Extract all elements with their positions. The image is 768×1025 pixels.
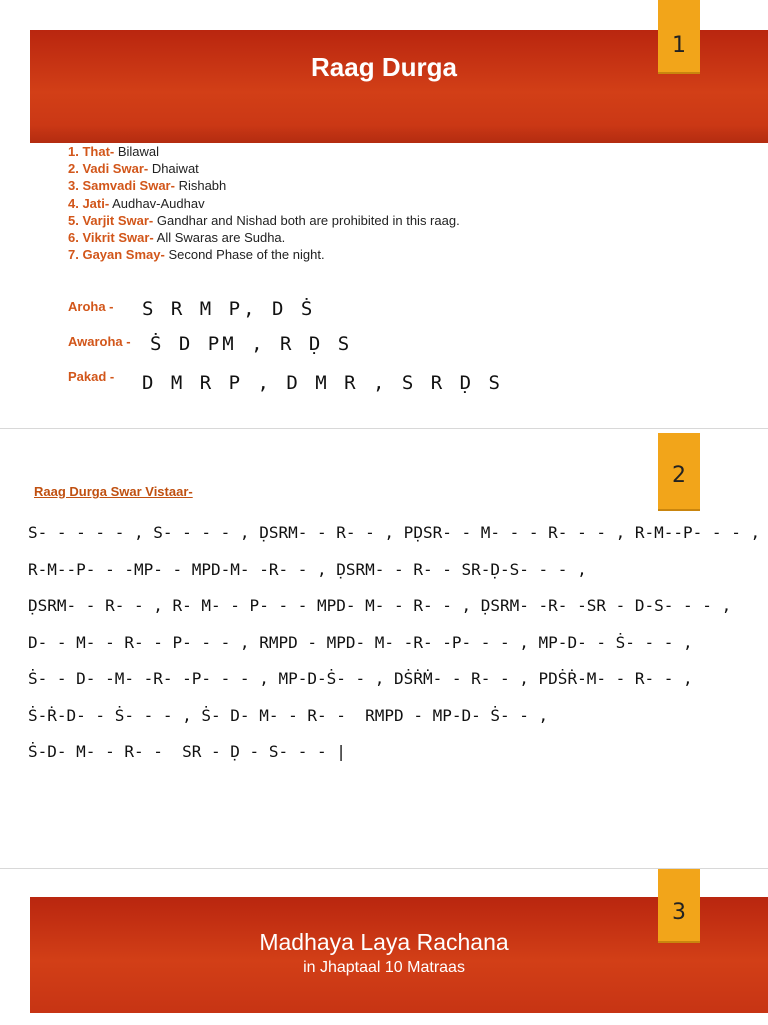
property-item <box>68 229 460 246</box>
slide-number-badge: 2 <box>658 433 700 511</box>
vistaar-line: Ṡ- - D- -M- -R- -P- - - , MP-D-Ṡ- - , DṠṘṀ- - R- - , PDṠṘ-M- - R- - , <box>28 669 693 688</box>
slide-number-badge: 3 <box>658 869 700 943</box>
property-value: Rishabh <box>174 178 227 194</box>
slide-subtitle: in Jhaptaal 10 Matraas <box>303 959 465 976</box>
slide-3 <box>0 868 768 1025</box>
property-key: 6. Vikrit Swar- <box>68 230 154 246</box>
property-key: 5. Varjit Swar- <box>68 212 154 228</box>
vistaar-line: Ṡ-Ṙ-D- - Ṡ- - - , Ṡ- D- M- - R- - RMPD - MP-D- Ṡ- - , <box>28 705 549 725</box>
pakad-label: Pakad - <box>68 369 115 384</box>
property-item <box>68 177 460 194</box>
property-value: Dhaiwat <box>148 161 199 177</box>
swar-vistaar-title: Raag Durga Swar Vistaar- <box>34 484 193 499</box>
property-item <box>68 195 460 212</box>
vistaar-line: R-M--P- - -MP- - MPD-M- -R- - , ḌSRM- - R- - SR-Ḍ-S- - - , <box>28 559 587 579</box>
property-key: 4. Jati- <box>68 195 110 211</box>
property-item <box>68 160 460 177</box>
slide-title: Raag Durga <box>311 52 457 82</box>
aroha-label: Aroha - <box>68 299 114 314</box>
awaroha-notes: Ṡ D PM , R Ḍ S <box>150 333 353 355</box>
pakad-notes: D M R P , D M R , S R Ḍ S <box>142 372 503 394</box>
property-item <box>68 212 460 229</box>
property-value: Second Phase of the night. <box>164 247 325 263</box>
vistaar-line: D- - M- - R- - P- - - , RMPD - MPD- M- -R- -P- - - , MP-D- - Ṡ- - - , <box>28 632 693 652</box>
property-value: Audhav-Audhav <box>109 195 205 211</box>
property-value: Gandhar and Nishad both are prohibited in this raag. <box>153 212 460 228</box>
property-item <box>68 246 460 263</box>
slide-number-badge: 1 <box>658 0 700 74</box>
vistaar-line: ḌSRM- - R- - , R- M- - P- - - MPD- M- - R- - , ḌSRM- -R- -SR - D-S- - - , <box>28 596 732 615</box>
property-value: All Swaras are Sudha. <box>153 230 286 246</box>
awaroha-label: Awaroha - <box>68 334 131 349</box>
vistaar-line: Ṡ-D- M- - R- - SR - Ḍ - S- - - | <box>28 742 346 761</box>
property-key: 7. Gayan Smay- <box>68 247 165 263</box>
property-key: 3. Samvadi Swar- <box>68 178 175 194</box>
property-item <box>68 143 460 160</box>
swar-vistaar-lines <box>28 515 768 771</box>
vistaar-line: S- - - - - , S- - - - , ḌSRM- - R- - , PḌSR- - M- - - R- - - , R-M--P- - - , <box>28 523 761 542</box>
aroha-notes: S R M P, D Ṡ <box>142 298 316 320</box>
raag-properties-list <box>68 143 460 263</box>
slide-1 <box>0 0 768 428</box>
slide-2 <box>0 428 768 869</box>
slide-title: Madhaya Laya Rachana <box>259 929 509 955</box>
property-key: 2. Vadi Swar- <box>68 161 149 177</box>
property-key: 1. That- <box>68 144 115 159</box>
property-value: Bilawal <box>114 144 160 159</box>
